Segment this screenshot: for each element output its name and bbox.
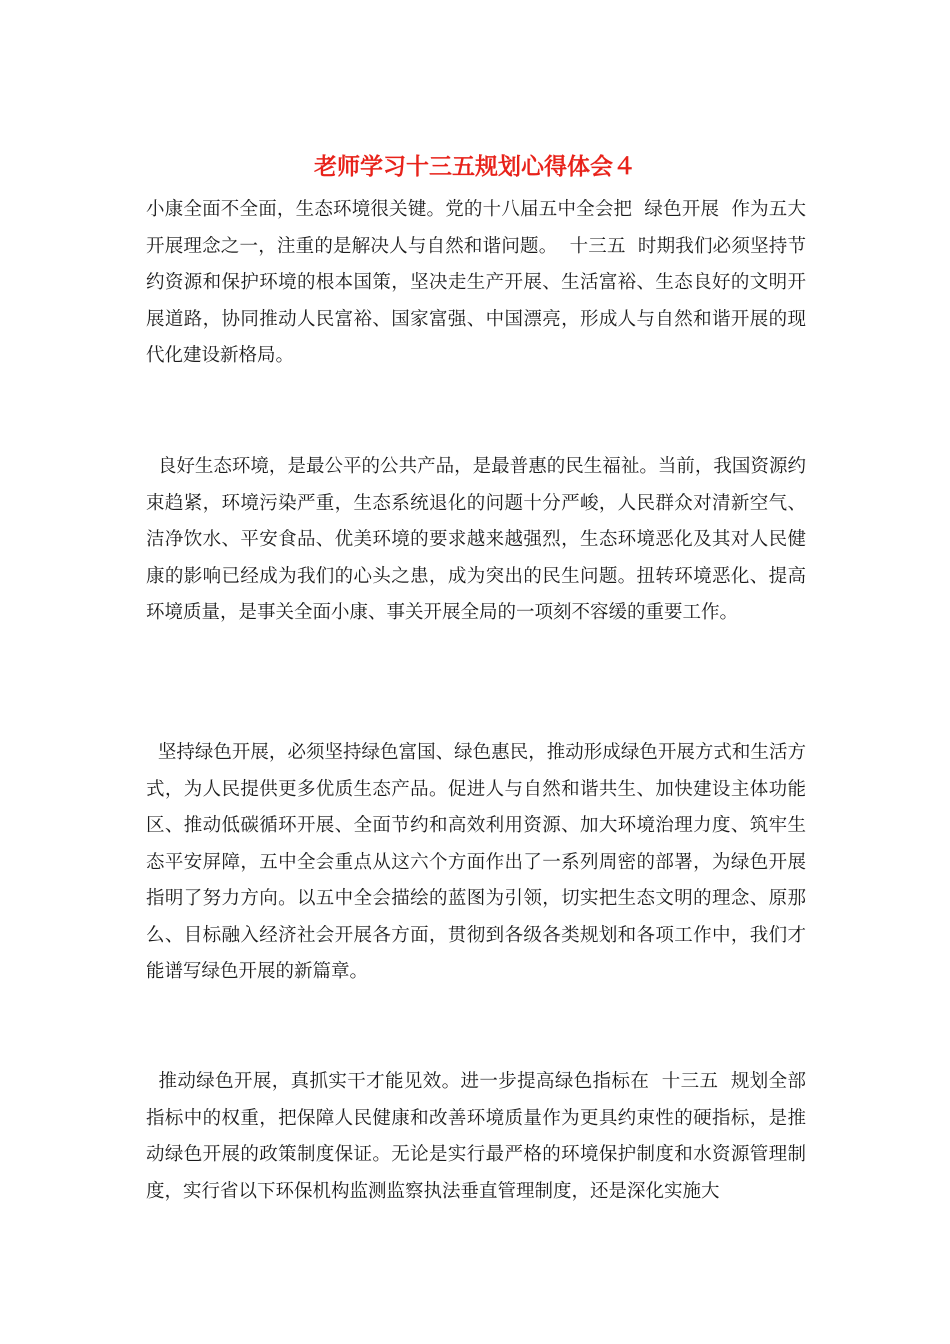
paragraph-1: 小康全面不全面，生态环境很关键。党的十八届五中全会把 绿色开展 作为五大开展理念之一，注重的是解决人与自然和谐问题。 十三五 时期我们必须坚持节约资源和保护环境的根本国策，坚决走生产开展、生活富裕、生态良好的文明开展道路，协同推动人民富裕、国家富强、中国漂亮，形成人与自然和谐开展的现代化建设新格局。 [146,199,806,366]
paragraph-2: 良好生态环境，是最公平的公共产品，是最普惠的民生福祉。当前，我国资源约束趋紧，环境污染严重，生态系统退化的问题十分严峻，人民群众对清新空气、洁净饮水、平安食品、优美环境的要求越来越强烈，生态环境恶化及其对人民健康的影响已经成为我们的心头之患，成为突出的民生问题。扭转环境恶化、提高环境质量，是事关全面小康、事关开展全局的一项刻不容缓的重要工作。 [146,456,806,623]
paragraph-4: 推动绿色开展，真抓实干才能见效。进一步提高绿色指标在 十三五 规划全部指标中的权重，把保障人民健康和改善环境质量作为更具约束性的硬指标，是推动绿色开展的政策制度保证。无论是实行最严格的环境保护制度和水资源管理制度，实行省以下环保机构监测监察执法垂直管理制度，还是深化实施大 [146,1071,806,1202]
document-title: 老师学习十三五规划心得体会４ [314,153,636,180]
paragraph-3: 坚持绿色开展，必须坚持绿色富国、绿色惠民，推动形成绿色开展方式和生活方式，为人民提供更多优质生态产品。促进人与自然和谐共生、加快建设主体功能区、推动低碳循环开展、全面节约和高效利用资源、加大环境治理力度、筑牢生态平安屏障，五中全会重点从这六个方面作出了一系列周密的部署，为绿色开展指明了努力方向。以五中全会描绘的蓝图为引领，切实把生态文明的理念、原那么、目标融入经济社会开展各方面，贯彻到各级各类规划和各项工作中，我们才能谱写绿色开展的新篇章。 [146,742,806,982]
